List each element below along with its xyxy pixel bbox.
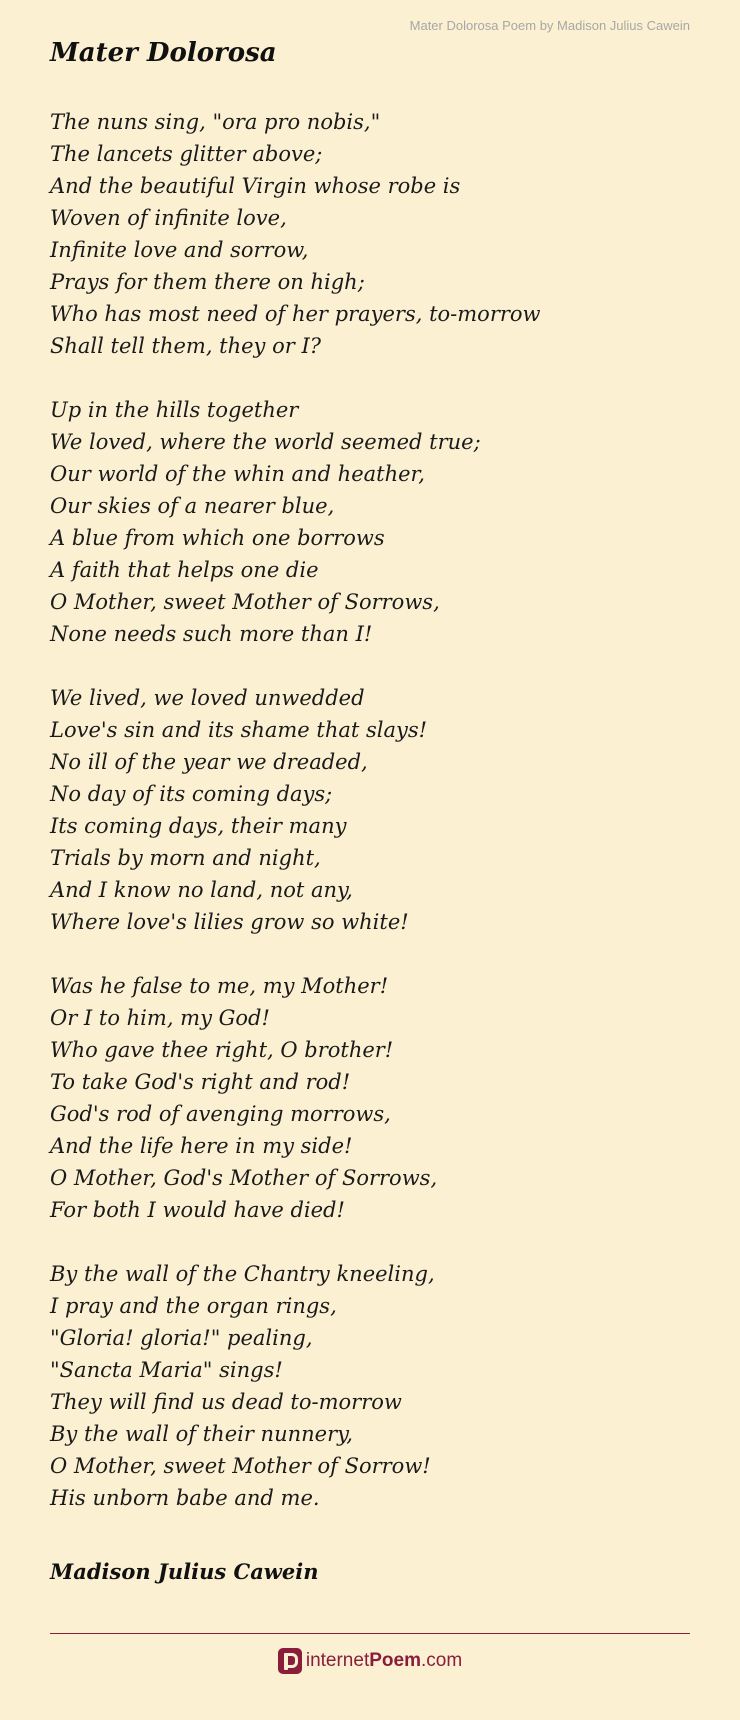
poem-line: A blue from which one borrows [50,526,385,550]
internetpoem-logo-icon [278,1648,302,1674]
poem-line: By the wall of the Chantry kneeling, [50,1262,435,1286]
stanza-2 [50,394,690,650]
poem-line: The lancets glitter above; [50,142,323,166]
poem-line: Shall tell them, they or I? [50,334,322,358]
poem-line: Who has most need of her prayers, to-morrow [50,302,541,326]
poem-line: By the wall of their nunnery, [50,1422,353,1446]
poem-line: They will find us dead to-morrow [50,1390,402,1414]
poem-line: His unborn babe and me. [50,1486,320,1510]
poem-line: And the life here in my side! [50,1134,353,1158]
poem-line: God's rod of avenging morrows, [50,1102,391,1126]
poem-line: Our world of the whin and heather, [50,462,425,486]
poem-line: Infinite love and sorrow, [50,238,309,262]
poem-line: Woven of infinite love, [50,206,287,230]
poem-line: The nuns sing, "ora pro nobis," [50,110,381,134]
poem-line: Our skies of a nearer blue, [50,494,335,518]
poem-line: Prays for them there on high; [50,270,365,294]
brand-text-internet: internet [305,1650,370,1671]
poem-line: Up in the hills together [50,398,299,422]
poem-body [50,106,690,1546]
poem-line: "Sancta Maria" sings! [50,1358,283,1382]
poem-line: O Mother, sweet Mother of Sorrow! [50,1454,431,1478]
page-caption: Mater Dolorosa Poem by Madison Julius Cawein [409,18,690,33]
poem-line: O Mother, God's Mother of Sorrows, [50,1166,438,1190]
poem-line: Trials by morn and night, [50,846,321,870]
poem-line: None needs such more than I! [50,622,373,646]
poem-line: No day of its coming days; [50,782,333,806]
poem-line: Or I to him, my God! [50,1006,270,1030]
stanza-3 [50,682,690,938]
poem-line: O Mother, sweet Mother of Sorrows, [50,590,440,614]
stanza-1 [50,106,690,362]
poem-line: We loved, where the world seemed true; [50,430,481,454]
poem-line: We lived, we loved unwedded [50,686,365,710]
poem-line: Where love's lilies grow so white! [50,910,409,934]
poem-line: And I know no land, not any, [50,878,353,902]
poem-line: Its coming days, their many [50,814,347,838]
brand-text-domain: .com [420,1650,463,1671]
poem-line: Was he false to me, my Mother! [50,974,389,998]
poem-line: Love's sin and its shame that slays! [50,718,428,742]
poem-line: Who gave thee right, O brother! [50,1038,394,1062]
stanza-5 [50,1258,690,1514]
poem-author: Madison Julius Cawein [50,1559,319,1584]
poem-line: To take God's right and rod! [50,1070,351,1094]
poem-line: I pray and the organ rings, [50,1294,337,1318]
poem-line: "Gloria! gloria!" pealing, [50,1326,313,1350]
stanza-4 [50,970,690,1226]
brand-text-poem: Poem [369,1650,421,1671]
poem-line: No ill of the year we dreaded, [50,750,368,774]
footer-brand-link[interactable] [0,1646,740,1676]
brand-wordmark [306,1650,462,1672]
poem-line: And the beautiful Virgin whose robe is [50,174,461,198]
poem-line: For both I would have died! [50,1198,345,1222]
footer-divider [50,1633,690,1634]
poem-line: A faith that helps one die [50,558,319,582]
poem-title: Mater Dolorosa [50,38,277,68]
